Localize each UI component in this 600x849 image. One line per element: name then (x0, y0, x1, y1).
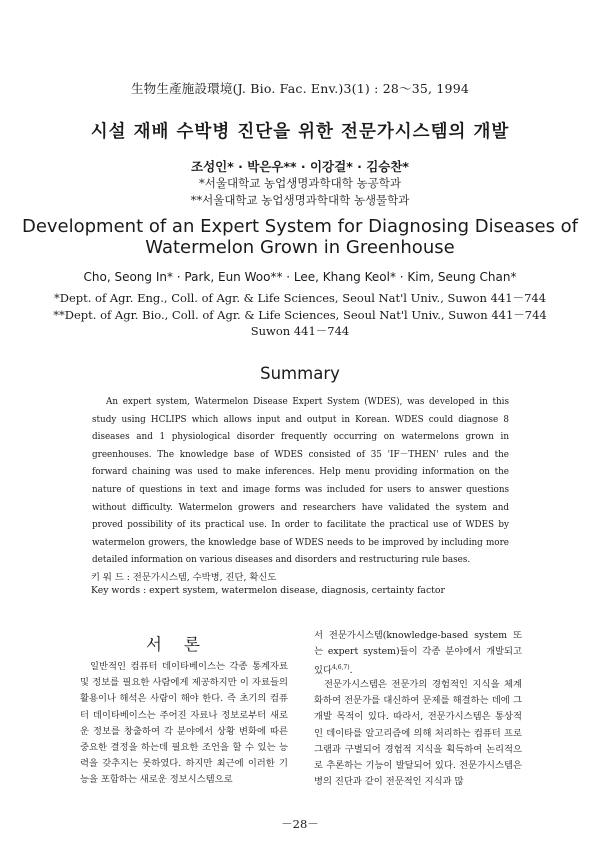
journal-header: 生物生產施設環境(J. Bio. Fac. Env.)3(1) : 28～35, 1994 (130, 81, 470, 96)
english-affiliation-2: **Dept. of Agr. Bio., Coll. of Agr. & Life Sciences, Seoul Nat'l Univ., Suwon 441－744 (53, 308, 547, 322)
page-number: －28－ (281, 817, 319, 831)
korean-authors: 조성인* · 박은우** · 이강걸* · 김승찬* (191, 159, 409, 174)
intro-right-continuation-end: . (349, 665, 353, 677)
english-title (0, 216, 600, 258)
korean-title: 시설 재배 수박병 진단을 위한 전문가시스템의 개발 (90, 122, 510, 142)
english-keywords: Key words : expert system, watermelon disease, diagnosis, certainty factor (91, 585, 445, 596)
intro-right-continuation-text: 서 전문가시스템(knowledge-based system 또는 expert system)들이 각종 분야에서 개발되고 있다 (314, 630, 522, 677)
korean-keywords: 키 워 드 : 전문가시스템, 수박병, 진단, 확신도 (91, 572, 277, 583)
summary-text: An expert system, Watermelon Disease Expert System (WDES), was developed in this study using HCLIPS which allows input and output in Korean. WDES could diagnose 8 diseases and 1 physiological disorder frequently occurring on watermelons grown in greenhouses. The knowledge base of WDES consisted of 35 'IF－THEN' rules and the forward chaining was used to make inferences. Help menu providing information on the nature of questions in text and image forms was included for users to answer questions without difficulty. Watermelon growers and researchers have validated the system and proved possibility of its practical use. In order to facilitate the practical use of WDES by watermelon growers, the knowledge base of WDES needs to be improved by including more detailed information on various diseases and disorders and restructuring rule bases. (92, 397, 509, 566)
english-title-line-1: Development of an Expert System for Diagnosing Diseases of (21, 216, 579, 237)
intro-left-paragraph: 일반적인 컴퓨터 데이타베이스는 각종 통계자료 및 정보를 필요한 사람에게 제공하지만 이 자료들의 활용이나 해석은 사람이 해야 한다. 즉 초기의 컴퓨터 데이타베이스는 주어진 자료나 정보로부터 새로운 정보를 창출하여 각 분야에서 상황 변화에 따른 중요한 결정을 하는데 필요한 조언을 할 수 있는 능력을 갖추지는 못하였다. 하지만 최근에 이러한 기능을 포함하는 새로운 정보시스템으로 (80, 661, 288, 786)
summary-heading: Summary (260, 364, 340, 383)
intro-right-continuation (314, 628, 522, 680)
intro-right-paragraph: 전문가시스템은 전문가의 경험적인 지식을 체계화하여 전문가를 대신하여 문제를 해결하는 데에 그 개발 목적이 있다. 따라서, 전문가시스템은 통상적인 데이타를 알고리즘에 의해 처리하는 컴퓨터 프로그램과 구별되어 경험적 지식을 획득하여 논리적으로 추론하는 기능이 발달되어 있다. 전문가시스템은 병의 진단과 같이 전문적인 지식과 많 (314, 679, 522, 788)
english-authors: Cho, Seong In* · Park, Eun Woo** · Lee, Khang Keol* · Kim, Seung Chan* (83, 270, 517, 284)
korean-affiliation-2: **서울대학교 농업생명과학대학 농생물학과 (190, 193, 410, 207)
english-affiliation-3: Suwon 441－744 (250, 324, 350, 338)
korean-affiliation-1: *서울대학교 농업생명과학대학 농공학과 (199, 176, 401, 190)
english-title-line-2: Watermelon Grown in Greenhouse (145, 237, 455, 258)
citation-superscript: 4,6,7) (331, 664, 350, 672)
introduction-heading: 서론 (146, 635, 222, 654)
english-affiliation-1: *Dept. of Agr. Eng., Coll. of Agr. & Life Sciences, Seoul Nat'l Univ., Suwon 441－744 (53, 291, 547, 305)
